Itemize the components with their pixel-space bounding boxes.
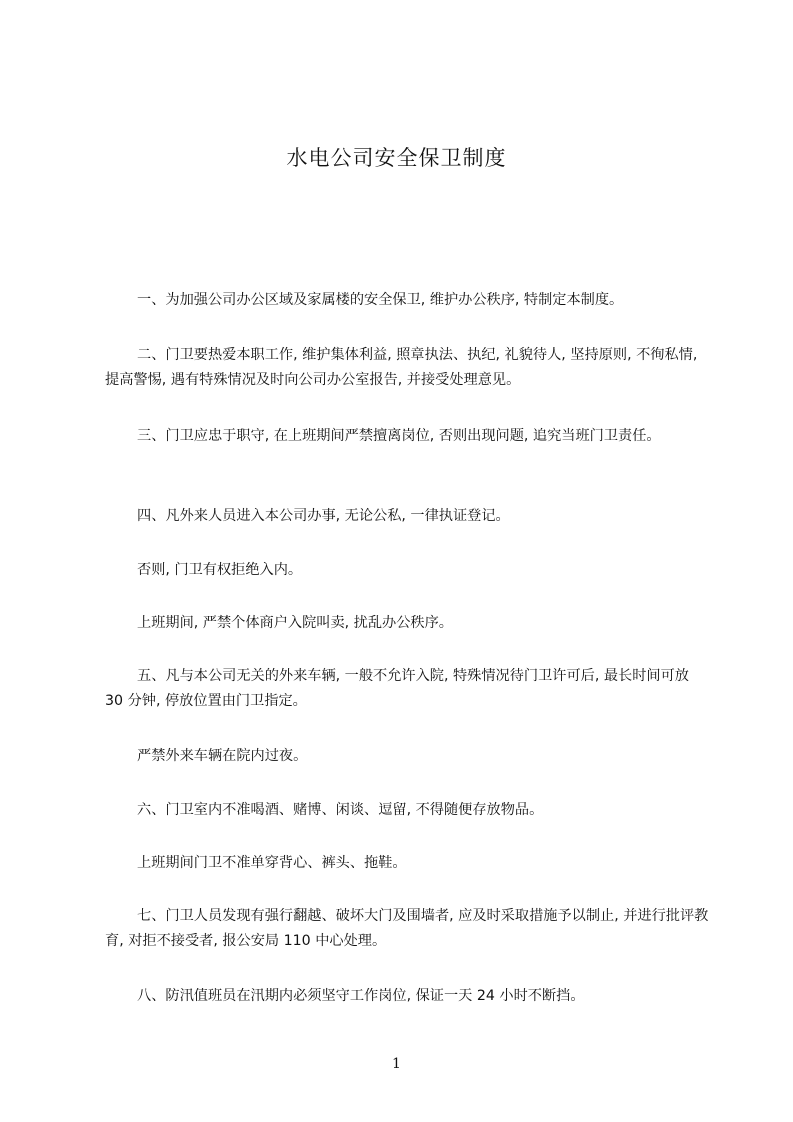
- paragraph-3: 三、门卫应忠于职守, 在上班期间严禁擅离岗位, 否则出现问题, 追究当班门卫责任。: [137, 428, 661, 444]
- paragraph-1: 一、为加强公司办公区域及家属楼的安全保卫, 维护办公秩序, 特制定本制度。: [137, 292, 624, 308]
- paragraph-8: 严禁外来车辆在院内过夜。: [137, 748, 308, 764]
- paragraph-9: 六、门卫室内不准喝酒、赌博、闲谈、逗留, 不得随便存放物品。: [137, 802, 544, 818]
- document-title: 水电公司安全保卫制度: [286, 146, 507, 170]
- page-number: 1: [392, 1056, 401, 1072]
- paragraph-5: 否则, 门卫有权拒绝入内。: [137, 562, 303, 578]
- paragraph-2: 二、门卫要热爱本职工作, 维护集体利益, 照章执法、执纪, 礼貌待人, 坚持原则, 不徇私情, 提高警惕, 遇有特殊情况及时向公司办公室报告, 并接受处理意见。: [105, 347, 698, 388]
- paragraph-10: 上班期间门卫不准单穿背心、裤头、拖鞋。: [137, 855, 407, 871]
- paragraph-11: 七、门卫人员发现有强行翻越、破坏大门及围墙者, 应及时采取措施予以制止, 并进行批评教育, 对拒不接受者, 报公安局 110 中心处理。: [105, 908, 709, 949]
- paragraph-4: 四、凡外来人员进入本公司办事, 无论公私, 一律执证登记。: [137, 508, 510, 524]
- paragraph-7: 五、凡与本公司无关的外来车辆, 一般不允许入院, 特殊情况待门卫许可后, 最长时间可放 30 分钟, 停放位置由门卫指定。: [105, 668, 689, 709]
- paragraph-12: 八、防汛值班员在汛期内必须坚守工作岗位, 保证一天 24 小时不断挡。: [137, 988, 585, 1004]
- paragraph-6: 上班期间, 严禁个体商户入院叫卖, 扰乱办公秩序。: [137, 615, 453, 631]
